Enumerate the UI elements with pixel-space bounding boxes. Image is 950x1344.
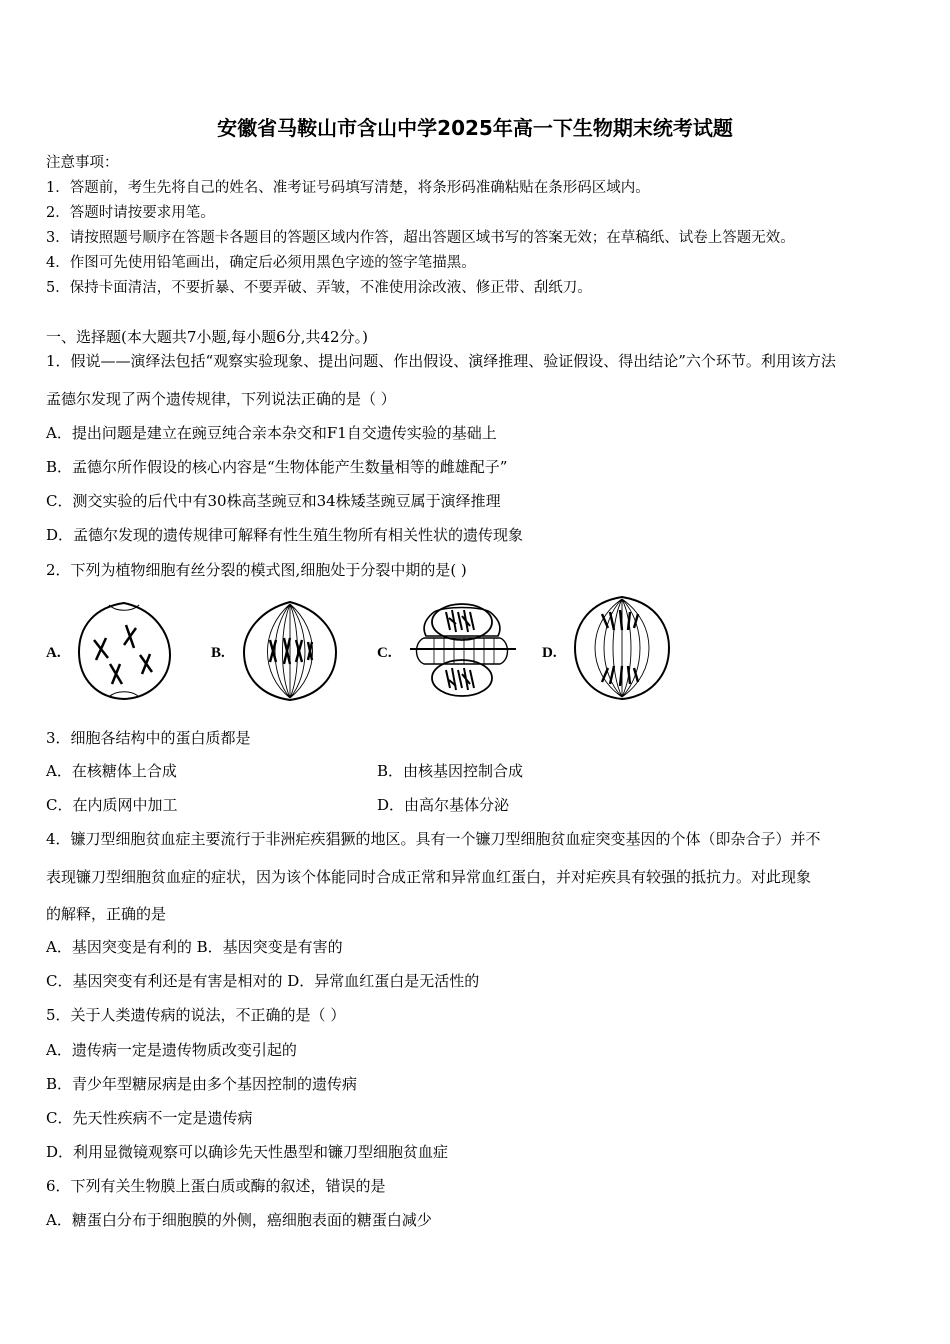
q2-stem: 2．下列为植物细胞有丝分裂的模式图,细胞处于分裂中期的是( ) [46,561,467,579]
q5-option-d: D．利用显微镜观察可以确诊先天性愚型和镰刀型细胞贫血症 [46,1143,449,1161]
q1-stem-line2: 孟德尔发现了两个遗传规律，下列说法正确的是（ ） [46,390,396,408]
q3-stem: 3．细胞各结构中的蛋白质都是 [46,729,251,747]
q4-stem-line2: 表现镰刀型细胞贫血症的症状，因为该个体能同时合成正常和异常血红蛋白，并对疟疾具有较强的抵抗力。对此现象 [46,868,812,886]
notice-item: 3．请按照题号顺序在答题卡各题目的答题区域内作答，超出答题区域书写的答案无效；在草稿纸、试卷上答题无效。 [46,230,795,246]
fig-label-d: D. [542,645,557,661]
q6-option-a: A．糖蛋白分布于细胞膜的外侧，癌细胞表面的糖蛋白减少 [46,1211,432,1229]
fig-label-a: A. [46,645,61,661]
q6-stem: 6．下列有关生物膜上蛋白质或酶的叙述，错误的是 [46,1177,386,1195]
q1-option-b: B．孟德尔所作假设的核心内容是“生物体能产生数量相等的雌雄配子” [46,458,508,476]
page-title: 安徽省马鞍山市含山中学2025年高一下生物期末统考试题 [217,116,733,140]
cell-diagram-b [240,600,340,702]
q4-stem-line1: 4．镰刀型细胞贫血症主要流行于非洲疟疾猖獗的地区。具有一个镰刀型细胞贫血症突变基因的个体（即杂合子）并不 [46,830,821,848]
notice-item: 4．作图可先使用铅笔画出，确定后必须用黑色字迹的签字笔描黑。 [46,255,476,271]
q5-option-b: B．青少年型糖尿病是由多个基因控制的遗传病 [46,1075,358,1093]
q3-option-d: D．由高尔基体分泌 [377,796,510,814]
notice-item: 2．答题时请按要求用笔。 [46,205,215,221]
q4-options-ab: A．基因突变是有利的 B．基因突变是有害的 [46,938,343,956]
q3-option-c: C．在内质网中加工 [46,796,178,814]
fig-label-b: B. [211,645,225,661]
q1-stem-line1: 1．假说——演绎法包括“观察实验现象、提出问题、作出假设、演绎推理、验证假设、得出结论”六个环节。利用该方法 [46,352,836,370]
cell-diagram-d [572,594,672,702]
q1-option-d: D．孟德尔发现的遗传规律可解释有性生殖生物所有相关性状的遗传现象 [46,526,524,544]
fig-label-c: C. [377,645,392,661]
q5-stem: 5．关于人类遗传病的说法，不正确的是（ ） [46,1006,346,1024]
notice-item: 5．保持卡面清洁，不要折暴、不要弄破、弄皱，不准使用涂改液、修正带、刮纸刀。 [46,280,592,296]
q5-option-c: C．先天性疾病不一定是遗传病 [46,1109,253,1127]
q3-option-b: B．由核基因控制合成 [377,762,524,780]
q4-stem-line3: 的解释，正确的是 [46,905,167,923]
cell-diagram-a [74,600,174,702]
q4-options-cd: C．基因突变有利还是有害是相对的 D．异常血红蛋白是无活性的 [46,972,480,990]
cell-diagram-c [404,598,520,702]
notice-heading: 注意事项： [46,155,119,171]
q1-option-c: C．测交实验的后代中有30株高茎豌豆和34株矮茎豌豆属于演绎推理 [46,492,501,510]
q1-option-a: A．提出问题是建立在豌豆纯合亲本杂交和F1自交遗传实验的基础上 [46,424,497,442]
section-heading: 一、选择题(本大题共7小题,每小题6分,共42分。) [46,328,368,346]
q5-option-a: A．遗传病一定是遗传物质改变引起的 [46,1041,297,1059]
notice-item: 1．答题前，考生先将自己的姓名、准考证号码填写清楚，将条形码准确粘贴在条形码区域内。 [46,180,650,196]
q3-option-a: A．在核糖体上合成 [46,762,177,780]
